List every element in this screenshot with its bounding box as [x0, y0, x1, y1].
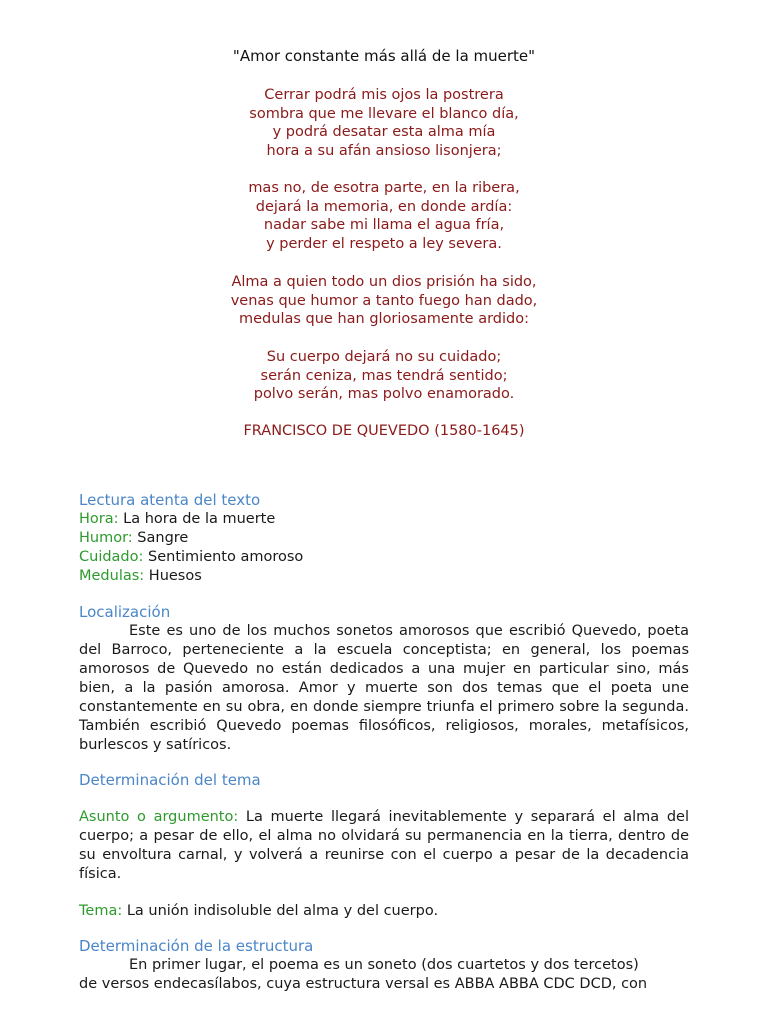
poem-line: Su cuerpo dejará no su cuidado; [266, 349, 502, 365]
tema-term: Tema: [79, 903, 123, 919]
gloss-term: Cuidado: [79, 549, 144, 565]
poem-stanza-3 [0, 273, 768, 329]
section-localizacion [79, 603, 689, 755]
paragraph-asunto [79, 808, 689, 884]
section-lectura [79, 491, 689, 586]
poem-stanza-1 [0, 86, 768, 160]
gloss-item [79, 567, 689, 586]
asunto-text: La muerte llegará inevitablemente y separará el alma del cuerpo; a pesar de ello, el alma no olvidará su permanencia en la tierra, dentro de su envoltura carnal, y volverá a reunirse con el cuerpo a pesar de la decadencia física. [79, 809, 689, 882]
poem-stanza-2 [0, 179, 768, 253]
poem-line: sombra que me llevare el blanco día, [249, 105, 519, 122]
tema-text: La unión indisoluble del alma y del cuerpo. [122, 903, 439, 919]
poem-line: venas que humor a tanto fuego han dado, [230, 292, 538, 309]
asunto-term: Asunto o argumento: [79, 809, 239, 825]
gloss-term: Humor: [79, 530, 133, 546]
gloss-term: Hora: [79, 511, 119, 527]
section-tema [79, 771, 689, 921]
gloss-item [79, 548, 689, 567]
poem-stanza-4 [0, 348, 768, 404]
gloss-item [79, 529, 689, 548]
gloss-definition: Sangre [132, 530, 189, 546]
section-heading: Determinación de la estructura [79, 937, 314, 955]
gloss-term: Medulas: [79, 568, 145, 584]
text-line: de versos endecasílabos, cuya estructura versal es ABBA ABBA CDC DCD, con [79, 976, 648, 992]
gloss-definition: Sentimiento amoroso [143, 549, 304, 565]
poem-author: FRANCISCO DE QUEVEDO (1580-1645) [243, 423, 525, 439]
section-heading: Localización [79, 603, 171, 621]
section-heading: Determinación del tema [79, 771, 261, 789]
poem-line: medulas que han gloriosamente ardido: [239, 311, 529, 327]
section-estructura [79, 937, 689, 994]
gloss-item [79, 510, 689, 529]
poem-line: y podrá desatar esta alma mía [272, 124, 496, 140]
poem-line: hora a su afán ansioso lisonjera; [266, 142, 502, 159]
poem-line: polvo serán, mas polvo enamorado. [253, 386, 515, 402]
poem-line: Cerrar podrá mis ojos la postrera [264, 87, 504, 103]
section-heading: Lectura atenta del texto [79, 491, 261, 509]
poem-line: dejará la memoria, en donde ardía: [255, 198, 513, 215]
poem-line: y perder el respeto a ley severa. [266, 235, 502, 252]
gloss-definition: La hora de la muerte [118, 511, 276, 527]
poem-line: serán ceniza, mas tendrá sentido; [260, 367, 508, 384]
paragraph-tema [79, 902, 689, 921]
poem-title: "Amor constante más allá de la muerte" [232, 47, 536, 65]
text-line: En primer lugar, el poema es un soneto (dos cuartetos y dos tercetos) [129, 957, 639, 973]
poem-line: nadar sabe mi llama el agua fría, [263, 217, 505, 233]
paragraph: Este es uno de los muchos sonetos amorosos que escribió Quevedo, poeta del Barroco, perteneciente a la escuela conceptista; en general, los poemas amorosos de Quevedo no están dedicados a una mujer en particular sino, más bien, a la pasión amorosa. Amor y muerte son dos temas que el poeta une constantemente en su obra, en donde siempre triunfa el primero sobre la segunda. También escribió Quevedo poemas filosóficos, religiosos, morales, metafísicos, burlescos y satíricos. [79, 623, 689, 753]
poem-line: Alma a quien todo un dios prisión ha sido, [231, 274, 537, 290]
poem-line: mas no, de esotra parte, en la ribera, [248, 180, 520, 196]
gloss-definition: Huesos [144, 568, 202, 584]
